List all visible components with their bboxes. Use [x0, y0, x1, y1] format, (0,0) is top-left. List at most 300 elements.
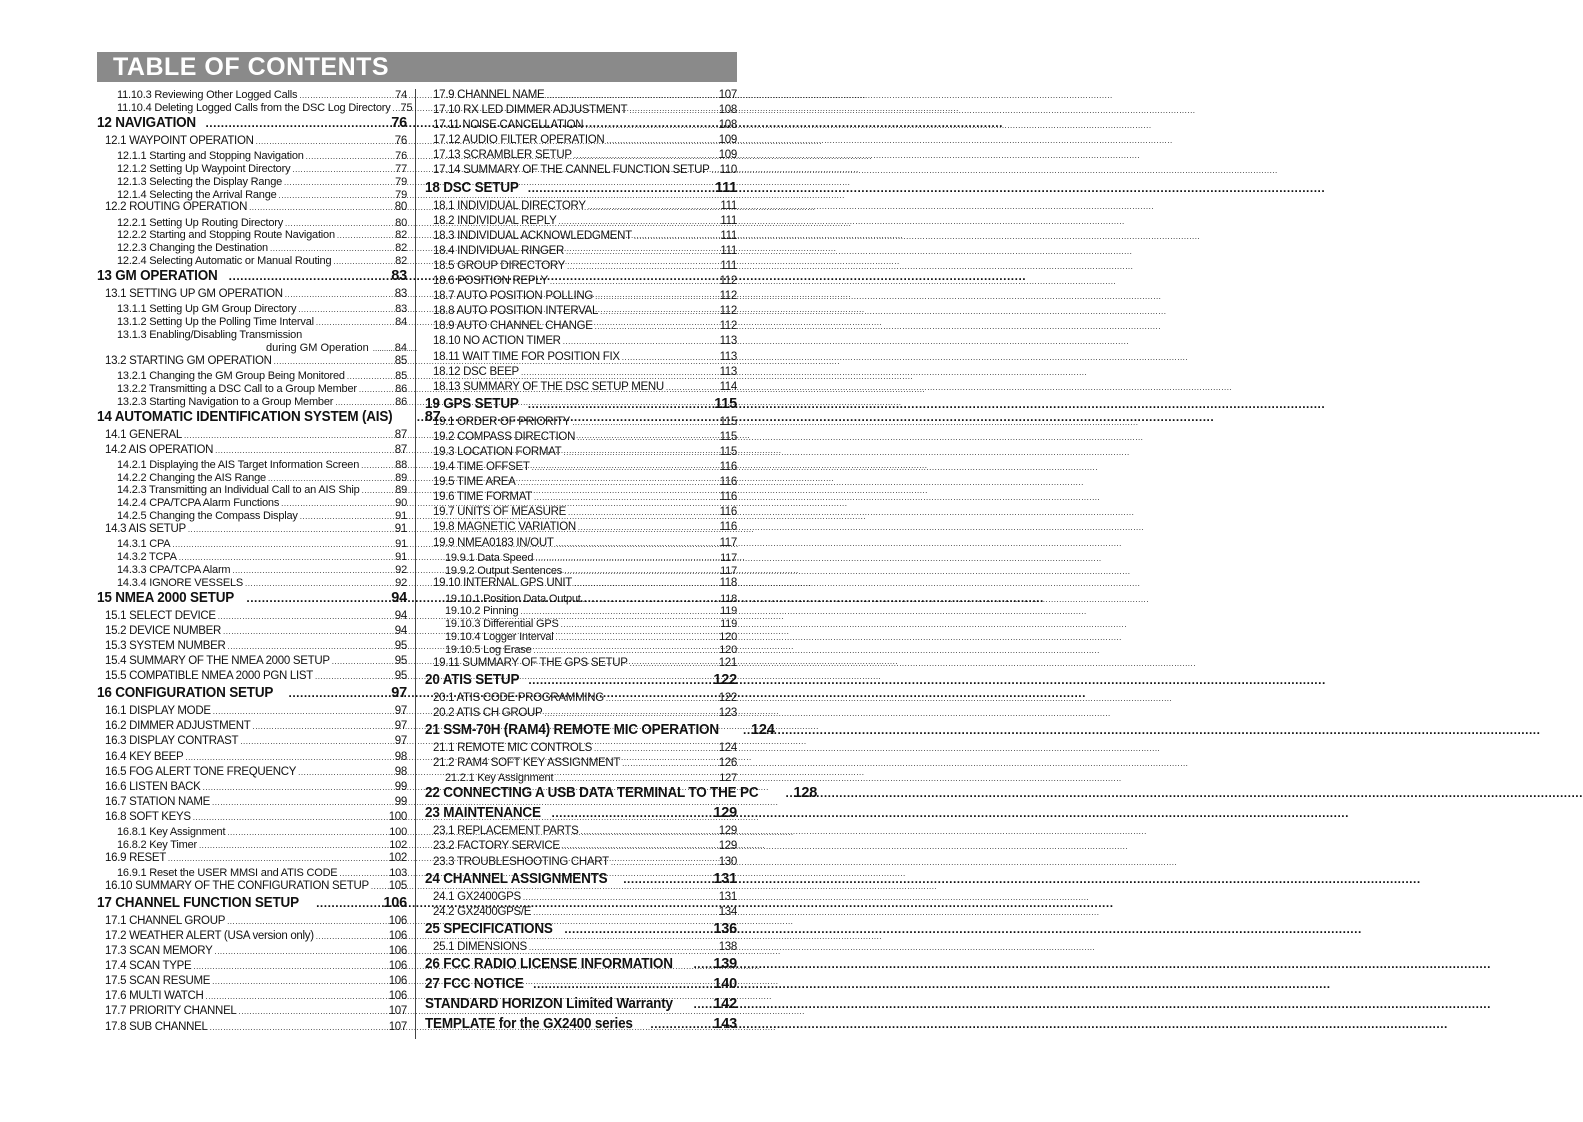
toc-leader-dots	[332, 655, 393, 667]
toc-section-entry[interactable]	[97, 625, 407, 640]
toc-entry-label: 12.2.4 Selecting Automatic or Manual Routing	[117, 255, 332, 268]
toc-section-entry[interactable]	[425, 840, 737, 855]
toc-leader-dots	[281, 497, 393, 511]
toc-section-entry[interactable]	[425, 506, 737, 521]
toc-leader-dots	[168, 852, 387, 864]
toc-page-number: 139	[713, 955, 737, 972]
toc-chapter-entry[interactable]	[425, 996, 737, 1016]
toc-leader-dots	[298, 766, 393, 778]
toc-section-entry[interactable]	[425, 856, 737, 871]
toc-section-entry[interactable]	[425, 320, 737, 335]
toc-section-entry[interactable]	[425, 335, 737, 350]
toc-section-entry[interactable]	[425, 707, 737, 722]
toc-leader-dots	[520, 605, 718, 619]
toc-page-number: 76	[391, 114, 407, 131]
toc-section-entry[interactable]	[425, 89, 737, 104]
toc-page-number: 112	[719, 290, 737, 303]
toc-leader-dots	[300, 510, 393, 524]
toc-entry-label: 19.1 ORDER OF PRIORITY	[433, 415, 571, 428]
toc-section-entry[interactable]	[97, 852, 407, 867]
toc-section-entry[interactable]	[425, 290, 737, 305]
toc-leader-dots	[371, 880, 387, 892]
toc-chapter-entry[interactable]	[97, 408, 441, 429]
toc-section-entry[interactable]	[97, 201, 407, 216]
toc-section-entry[interactable]	[97, 444, 407, 459]
toc-entry-label: 12 NAVIGATION	[97, 114, 196, 131]
toc-section-entry[interactable]	[97, 640, 407, 655]
toc-section-entry[interactable]	[97, 484, 407, 497]
toc-leader-dots	[373, 342, 395, 355]
toc-section-entry[interactable]	[97, 766, 407, 781]
toc-entry-label: 12.1.4 Selecting the Arrival Range	[117, 188, 277, 201]
toc-page-number: 99	[394, 780, 407, 793]
toc-page-number: 100	[388, 810, 407, 823]
toc-page-number: 113	[719, 335, 737, 348]
toc-section-entry[interactable]	[97, 89, 407, 102]
toc-page-number: 92	[395, 564, 407, 577]
toc-section-entry[interactable]	[97, 396, 407, 409]
toc-leader-dots	[246, 590, 389, 606]
toc-leader-dots	[711, 164, 717, 176]
toc-leader-dots	[188, 523, 393, 535]
toc-chapter-entry[interactable]	[97, 895, 407, 915]
toc-entry-label: 19.5 TIME AREA	[433, 476, 516, 489]
toc-chapter-entry[interactable]	[425, 921, 737, 941]
toc-section-entry[interactable]	[425, 119, 737, 134]
toc-page-number: 100	[389, 826, 407, 839]
toc-entry-label: 19.10 INTERNAL GPS UNIT	[433, 577, 573, 590]
toc-entry-continuation[interactable]	[97, 342, 407, 355]
toc-section-entry[interactable]	[97, 255, 407, 268]
toc-leader-dots	[335, 396, 393, 410]
toc-section-entry[interactable]	[425, 461, 737, 476]
toc-page-number: 111	[720, 199, 737, 212]
toc-page-number: 116	[719, 476, 737, 489]
toc-section-entry[interactable]	[97, 564, 407, 577]
toc-entry-label: 20.2 ATIS CH GROUP	[433, 707, 543, 720]
toc-section-entry[interactable]	[425, 164, 737, 179]
toc-leader-dots	[585, 119, 716, 131]
toc-leader-dots	[595, 320, 718, 332]
toc-leader-dots	[532, 461, 718, 473]
toc-leader-dots	[206, 990, 387, 1002]
toc-chapter-entry[interactable]	[425, 1016, 737, 1036]
toc-leader-dots	[213, 705, 393, 717]
toc-page-number: 111	[715, 179, 737, 196]
toc-section-entry[interactable]	[97, 135, 407, 150]
toc-entry-label: 12.2.3 Changing the Destination	[117, 242, 268, 255]
toc-section-entry[interactable]	[425, 772, 737, 785]
toc-section-entry[interactable]	[425, 134, 737, 149]
toc-page-number: 89	[395, 484, 407, 497]
toc-leader-dots	[623, 871, 711, 887]
toc-section-entry[interactable]	[97, 915, 407, 930]
toc-page-number: 120	[719, 631, 737, 644]
toc-section-entry[interactable]	[97, 670, 407, 685]
toc-section-entry[interactable]	[425, 605, 737, 618]
toc-chapter-entry[interactable]	[425, 785, 818, 805]
toc-entry-label: 23 MAINTENANCE	[425, 805, 541, 822]
toc-leader-dots	[567, 260, 718, 272]
toc-page-number: 115	[719, 445, 737, 458]
toc-entry-label: 25.1 DIMENSIONS	[433, 940, 527, 953]
toc-leader-dots	[588, 200, 719, 212]
toc-page-number: 87	[424, 408, 441, 425]
toc-section-entry[interactable]	[97, 497, 407, 510]
toc-section-entry[interactable]	[97, 316, 407, 329]
toc-section-entry[interactable]	[97, 796, 407, 811]
toc-page-number: 108	[718, 119, 737, 132]
toc-chapter-entry[interactable]	[97, 590, 407, 610]
toc-section-entry[interactable]	[425, 149, 737, 164]
toc-page-number: 74	[395, 89, 407, 101]
toc-section-entry[interactable]	[97, 242, 407, 255]
toc-chapter-entry[interactable]	[425, 871, 737, 891]
toc-section-entry[interactable]	[97, 523, 407, 538]
toc-entry-label: 21.2 RAM4 SOFT KEY ASSIGNMENT	[433, 757, 621, 770]
toc-leader-dots	[172, 538, 393, 552]
toc-leader-dots	[227, 826, 387, 840]
toc-section-entry[interactable]	[97, 472, 407, 485]
toc-entry-label: 14.2.4 CPA/TCPA Alarm Functions	[117, 497, 280, 510]
toc-entry-label: 18.7 AUTO POSITION POLLING	[433, 290, 594, 303]
toc-page-number: 79	[395, 188, 407, 201]
toc-entry-label: 23.1 REPLACEMENT PARTS	[433, 825, 579, 838]
toc-entry-label: 17.6 MULTI WATCH	[105, 990, 204, 1003]
toc-page-number: 90	[395, 497, 407, 510]
page-title: TABLE OF CONTENTS	[113, 53, 390, 81]
toc-section-entry[interactable]	[97, 459, 407, 472]
toc-chapter-entry[interactable]	[425, 722, 775, 742]
toc-section-entry[interactable]	[97, 163, 407, 176]
toc-leader-dots	[523, 891, 717, 903]
toc-leader-dots	[274, 355, 393, 367]
toc-title-banner	[97, 52, 737, 82]
toc-entry-label: 24.2 GX2400GPS/E	[433, 905, 532, 918]
toc-section-entry[interactable]	[97, 990, 407, 1005]
toc-leader-dots	[279, 189, 394, 203]
toc-leader-dots	[622, 757, 717, 769]
toc-page-number: 99	[394, 795, 407, 808]
toc-page-number: 91	[395, 538, 407, 551]
toc-section-entry[interactable]	[97, 867, 407, 880]
toc-entry-label: 18.9 AUTO CHANNEL CHANGE	[433, 320, 593, 333]
toc-section-entry[interactable]	[97, 930, 407, 945]
toc-entry-label: 16.1 DISPLAY MODE	[105, 705, 211, 718]
toc-entry-label: 12.1.3 Selecting the Display Range	[117, 175, 283, 188]
toc-entry-label: 18.1 INDIVIDUAL DIRECTORY	[433, 199, 586, 212]
toc-leader-dots	[558, 215, 718, 227]
toc-page-number: 95	[394, 670, 407, 683]
toc-entry-label: STANDARD HORIZON Limited Warranty	[425, 995, 673, 1012]
toc-leader-dots	[212, 975, 387, 987]
toc-page-number: 91	[395, 510, 407, 523]
toc-page-number: 116	[719, 521, 737, 534]
toc-leader-dots	[193, 811, 387, 823]
toc-page-number: 86	[395, 395, 407, 408]
toc-section-entry[interactable]	[97, 510, 407, 523]
toc-section-entry[interactable]	[425, 757, 737, 772]
toc-entry-label: 23.3 TROUBLESHOOTING CHART	[433, 855, 609, 868]
toc-section-entry[interactable]	[97, 839, 407, 852]
toc-chapter-entry[interactable]	[97, 115, 407, 135]
toc-section-entry[interactable]	[425, 245, 737, 260]
toc-entry-label: during GM Operation	[266, 341, 369, 354]
toc-leader-dots	[315, 670, 393, 682]
toc-leader-dots	[650, 1016, 711, 1032]
toc-page-number: 76	[395, 149, 407, 162]
toc-section-entry[interactable]	[425, 416, 737, 431]
toc-entry-label: 20 ATIS SETUP	[425, 672, 520, 689]
toc-section-entry[interactable]	[97, 945, 407, 960]
toc-page-number: 127	[719, 772, 737, 785]
toc-section-entry[interactable]	[97, 811, 407, 826]
toc-section-entry[interactable]	[97, 781, 407, 796]
toc-page-number: 116	[719, 461, 737, 474]
toc-leader-dots	[306, 150, 393, 164]
toc-section-entry[interactable]	[425, 381, 737, 396]
toc-section-entry[interactable]	[97, 655, 407, 670]
toc-page-number: 140	[713, 975, 737, 992]
toc-section-entry[interactable]	[425, 521, 737, 536]
toc-section-entry[interactable]	[425, 618, 737, 631]
toc-leader-dots	[179, 551, 393, 565]
toc-page-number: 119	[720, 605, 737, 618]
toc-section-entry[interactable]	[97, 720, 407, 735]
toc-section-entry[interactable]	[425, 200, 737, 215]
toc-page-number: 97	[394, 735, 407, 748]
toc-section-entry[interactable]	[425, 431, 737, 446]
toc-page-number: 77	[395, 162, 407, 175]
toc-section-entry[interactable]	[425, 275, 737, 290]
toc-section-entry[interactable]	[425, 305, 737, 320]
toc-section-entry[interactable]	[97, 101, 413, 115]
toc-section-entry[interactable]	[425, 577, 737, 592]
toc-section-entry[interactable]	[97, 960, 407, 975]
toc-entry-label: 13.1.2 Setting Up the Polling Time Interval	[117, 316, 314, 329]
toc-section-entry[interactable]	[97, 826, 407, 839]
toc-section-entry[interactable]	[425, 476, 737, 491]
toc-leader-dots	[564, 565, 718, 579]
toc-entry-label: 13.1 SETTING UP GM OPERATION	[105, 288, 283, 301]
toc-section-entry[interactable]	[425, 941, 737, 956]
toc-left-column	[97, 89, 441, 1036]
toc-section-entry[interactable]	[97, 705, 407, 720]
toc-section-entry[interactable]	[97, 217, 407, 230]
toc-page-number: 117	[719, 536, 737, 549]
toc-page-number: 122	[718, 692, 737, 705]
toc-entry-label: 15.5 COMPATIBLE NMEA 2000 PGN LIST	[105, 670, 313, 683]
toc-entry-label: 18.11 WAIT TIME FOR POSITION FIX	[433, 350, 620, 363]
toc-page-number: 82	[395, 242, 407, 255]
toc-page-number: 114	[719, 380, 737, 393]
toc-section-entry[interactable]	[425, 351, 737, 366]
toc-leader-dots	[595, 290, 717, 302]
toc-section-entry[interactable]	[97, 975, 407, 990]
toc-chapter-entry[interactable]	[97, 685, 407, 705]
toc-section-entry[interactable]	[97, 1021, 407, 1036]
toc-entry-label: 21.2.1 Key Assignment	[445, 772, 554, 785]
toc-chapter-entry[interactable]	[425, 956, 737, 976]
toc-section-entry[interactable]	[97, 880, 407, 895]
toc-page-number: 112	[719, 320, 737, 333]
toc-section-entry[interactable]	[97, 150, 407, 163]
toc-leader-dots	[185, 751, 392, 763]
toc-section-entry[interactable]	[97, 429, 407, 444]
toc-page-number: 106	[388, 975, 407, 988]
toc-chapter-entry[interactable]	[425, 396, 737, 416]
toc-entry-label: 19.7 UNITS OF MEASURE	[433, 506, 567, 519]
toc-leader-dots	[268, 472, 393, 486]
toc-page-number: 129	[713, 805, 737, 822]
toc-leader-dots	[298, 303, 393, 317]
toc-leader-dots	[578, 521, 718, 533]
toc-section-entry[interactable]	[97, 1005, 407, 1020]
toc-entry-label: 19.8 MAGNETIC VARIATION	[433, 521, 576, 534]
toc-leader-dots	[199, 839, 387, 853]
toc-section-entry[interactable]	[425, 891, 737, 906]
toc-section-entry[interactable]	[425, 446, 737, 461]
toc-section-entry[interactable]	[425, 631, 737, 644]
toc-page-number: 106	[388, 929, 407, 942]
toc-leader-dots	[630, 657, 717, 669]
toc-page-number: 111	[720, 259, 737, 272]
toc-entry-label: 25 SPECIFICATIONS	[425, 920, 553, 937]
toc-leader-dots	[581, 825, 717, 837]
toc-section-entry[interactable]	[425, 825, 737, 840]
toc-section-entry[interactable]	[97, 751, 407, 766]
toc-page-number: 85	[394, 354, 407, 367]
toc-entry-label: 15.3 SYSTEM NUMBER	[105, 640, 226, 652]
toc-entry-label: 16.4 KEY BEEP	[105, 750, 184, 763]
toc-section-entry[interactable]	[425, 742, 737, 757]
toc-section-entry[interactable]	[425, 906, 737, 921]
toc-entry-label: 14.2.5 Changing the Compass Display	[117, 510, 298, 523]
toc-entry-label: 16.2 DIMMER ADJUSTMENT	[105, 720, 251, 733]
toc-entry-label: 17.8 SUB CHANNEL	[105, 1020, 208, 1033]
toc-leader-dots	[393, 102, 399, 116]
toc-page-number: 115	[719, 430, 737, 443]
toc-leader-dots	[528, 672, 711, 688]
toc-section-entry[interactable]	[97, 176, 407, 189]
toc-leader-dots	[240, 735, 393, 747]
toc-entry-label: 17.4 SCAN TYPE	[105, 960, 192, 973]
toc-entry-label: 12.2.2 Starting and Stopping Route Navigation	[117, 229, 335, 242]
toc-section-entry[interactable]	[425, 366, 737, 381]
toc-entry-label: 13.2.1 Changing the GM Group Being Monitored	[117, 369, 345, 382]
toc-entry-label: 11.10.4 Deleting Logged Calls from the DSC Log Directory	[117, 101, 391, 114]
toc-entry-label: 19.10.1 Position Data Output	[445, 592, 581, 605]
toc-entry-label: 14.2.1 Displaying the AIS Target Information Screen	[117, 458, 360, 471]
toc-entry-label: 24 CHANNEL ASSIGNMENTS	[425, 870, 608, 887]
toc-section-entry[interactable]	[97, 288, 407, 303]
toc-leader-dots	[535, 552, 718, 566]
toc-chapter-entry[interactable]	[425, 805, 737, 825]
toc-entry-label: 14.1 GENERAL	[105, 428, 182, 441]
toc-entry-label: 16.9 RESET	[105, 851, 166, 864]
toc-section-entry[interactable]	[425, 260, 737, 275]
toc-page-number: 138	[718, 940, 737, 953]
toc-leader-dots	[521, 366, 718, 378]
toc-section-entry[interactable]	[425, 657, 737, 672]
toc-page-number: 83	[394, 288, 407, 301]
toc-leader-dots	[528, 396, 712, 412]
toc-chapter-entry[interactable]	[425, 180, 737, 200]
toc-page-number: 102	[389, 838, 407, 851]
toc-section-entry[interactable]	[425, 692, 737, 707]
toc-leader-dots	[552, 805, 712, 821]
toc-section-entry[interactable]	[97, 370, 407, 383]
toc-page-number: 112	[719, 305, 737, 318]
toc-section-entry[interactable]	[97, 229, 407, 242]
toc-page-number: 94	[391, 589, 407, 606]
toc-section-entry[interactable]	[97, 577, 407, 590]
toc-page-number: 82	[395, 229, 407, 242]
toc-section-entry[interactable]	[425, 215, 737, 230]
toc-leader-dots	[223, 625, 393, 637]
toc-page-number: 83	[391, 268, 407, 285]
toc-section-entry[interactable]	[425, 537, 737, 552]
toc-leader-dots	[743, 722, 749, 738]
toc-leader-dots	[337, 229, 393, 243]
toc-leader-dots	[203, 781, 393, 793]
toc-section-entry[interactable]	[97, 538, 407, 551]
toc-page-number: 136	[713, 920, 737, 937]
toc-section-entry[interactable]	[425, 644, 737, 657]
toc-leader-dots	[533, 906, 717, 918]
toc-section-entry[interactable]	[97, 551, 407, 564]
toc-page-number: 124	[751, 722, 775, 739]
toc-section-entry[interactable]	[425, 593, 737, 606]
toc-chapter-entry[interactable]	[97, 268, 407, 288]
toc-page-number: 121	[718, 656, 737, 669]
toc-page-number: 113	[719, 350, 737, 363]
toc-page-number: 91	[395, 551, 407, 564]
toc-section-entry[interactable]	[425, 565, 737, 578]
toc-page-number: 115	[714, 395, 737, 412]
toc-section-entry[interactable]	[97, 329, 407, 342]
toc-entry-label: 14.2.3 Transmitting an Individual Call to an AIS Ship	[117, 484, 360, 497]
toc-page-number: 95	[394, 655, 407, 668]
toc-entry-label: 16.8.1 Key Assignment	[117, 826, 226, 839]
toc-entry-label: 18.12 DSC BEEP	[433, 365, 519, 378]
toc-entry-label: 13.1.3 Enabling/Disabling Transmission	[117, 328, 303, 341]
toc-section-entry[interactable]	[97, 735, 407, 750]
toc-page-number: 109	[718, 149, 737, 162]
toc-section-entry[interactable]	[425, 552, 737, 565]
toc-section-entry[interactable]	[97, 383, 407, 396]
toc-chapter-entry[interactable]	[425, 672, 737, 692]
toc-entry-label: 18 DSC SETUP	[425, 179, 519, 196]
toc-leader-dots	[564, 921, 711, 937]
toc-chapter-entry[interactable]	[425, 976, 737, 996]
toc-section-entry[interactable]	[97, 189, 407, 202]
toc-leader-dots	[534, 491, 718, 503]
toc-page-number: 84	[394, 341, 407, 354]
toc-page-number: 80	[395, 216, 407, 229]
toc-section-entry[interactable]	[97, 610, 407, 625]
toc-section-entry[interactable]	[425, 230, 737, 245]
toc-leader-dots	[362, 484, 394, 498]
toc-entry-label: 14.3.1 CPA	[117, 538, 171, 551]
toc-entry-label: 17.9 CHANNEL NAME	[433, 89, 545, 101]
toc-entry-label: 22 CONNECTING A USB DATA TERMINAL TO THE PC	[425, 785, 759, 802]
toc-section-entry[interactable]	[97, 355, 407, 370]
toc-section-entry[interactable]	[97, 303, 407, 316]
toc-entry-label: 19.9.2 Output Sentences	[445, 564, 563, 577]
toc-section-entry[interactable]	[425, 104, 737, 119]
toc-section-entry[interactable]	[425, 491, 737, 506]
